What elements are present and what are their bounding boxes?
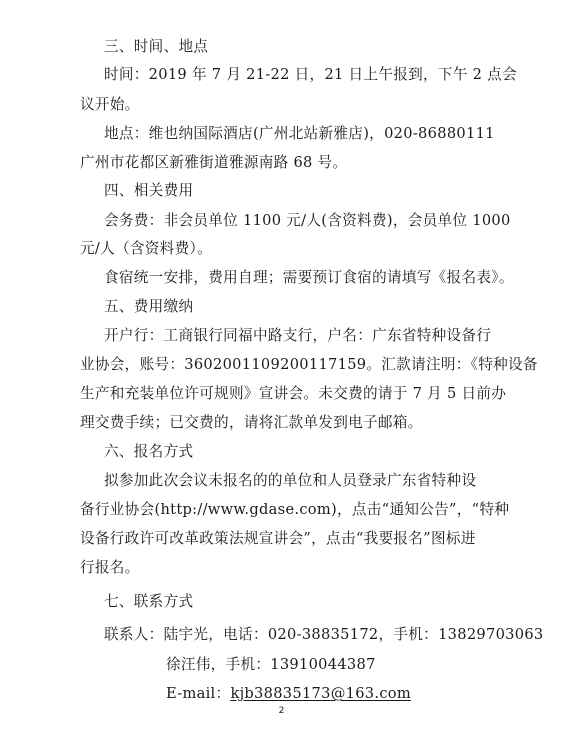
section-heading-contact: 七、联系方式: [104, 593, 194, 610]
time-line-2: 议开始。: [80, 96, 140, 113]
section-heading-time-place: 三、时间、地点: [104, 38, 209, 55]
section-heading-registration: 六、报名方式: [104, 443, 194, 460]
section-heading-fees: 四、相关费用: [104, 182, 194, 199]
contact-line-2: 徐汪伟，手机：13910044387: [166, 656, 376, 673]
payment-line-4: 理交费手续；已交费的，请将汇款单发到电子邮箱。: [80, 414, 423, 431]
payment-line-3: 生产和充装单位许可规则》宣讲会。未交费的请于 7 月 5 日前办: [80, 385, 507, 402]
place-line-2: 广州市花都区新雅街道雅源南路 68 号。: [80, 154, 348, 171]
registration-line-3: 设备行政许可改革政策法规宣讲会”，点击“我要报名”图标进: [80, 530, 476, 547]
lodging-line: 食宿统一安排，费用自理；需要预订食宿的请填写《报名表》。: [104, 269, 514, 286]
email-label: E-mail：: [166, 685, 231, 702]
fee-line-1: 会务费：非会员单位 1100 元/人(含资料费)，会员单位 1000: [104, 212, 511, 229]
time-line-1: 时间：2019 年 7 月 21-22 日，21 日上午报到，下午 2 点会: [104, 66, 517, 83]
fee-line-2: 元/人（含资料费）。: [80, 240, 212, 257]
payment-line-1: 开户行：工商银行同福中路支行，户名：广东省特种设备行: [104, 327, 492, 344]
registration-line-4: 行报名。: [80, 559, 140, 576]
section-heading-payment: 五、费用缴纳: [104, 298, 194, 315]
registration-line-2: 备行业协会(http://www.gdase.com)，点击“通知公告”，“特种: [80, 501, 510, 518]
place-line-1: 地点：维也纳国际酒店(广州北站新雅店)，020-86880111: [104, 125, 495, 142]
contact-line-1: 联系人：陆宇光，电话：020-38835172，手机：13829703063: [104, 626, 544, 643]
payment-line-2: 业协会，账号：3602001109200117159。汇款请注明：《特种设备: [80, 356, 538, 373]
page-number: 2: [278, 706, 285, 716]
email-link[interactable]: kjb38835173@163.com: [230, 685, 412, 702]
email-line: [166, 684, 411, 704]
registration-line-1: 拟参加此次会议未报名的的单位和人员登录广东省特种设: [104, 472, 477, 489]
